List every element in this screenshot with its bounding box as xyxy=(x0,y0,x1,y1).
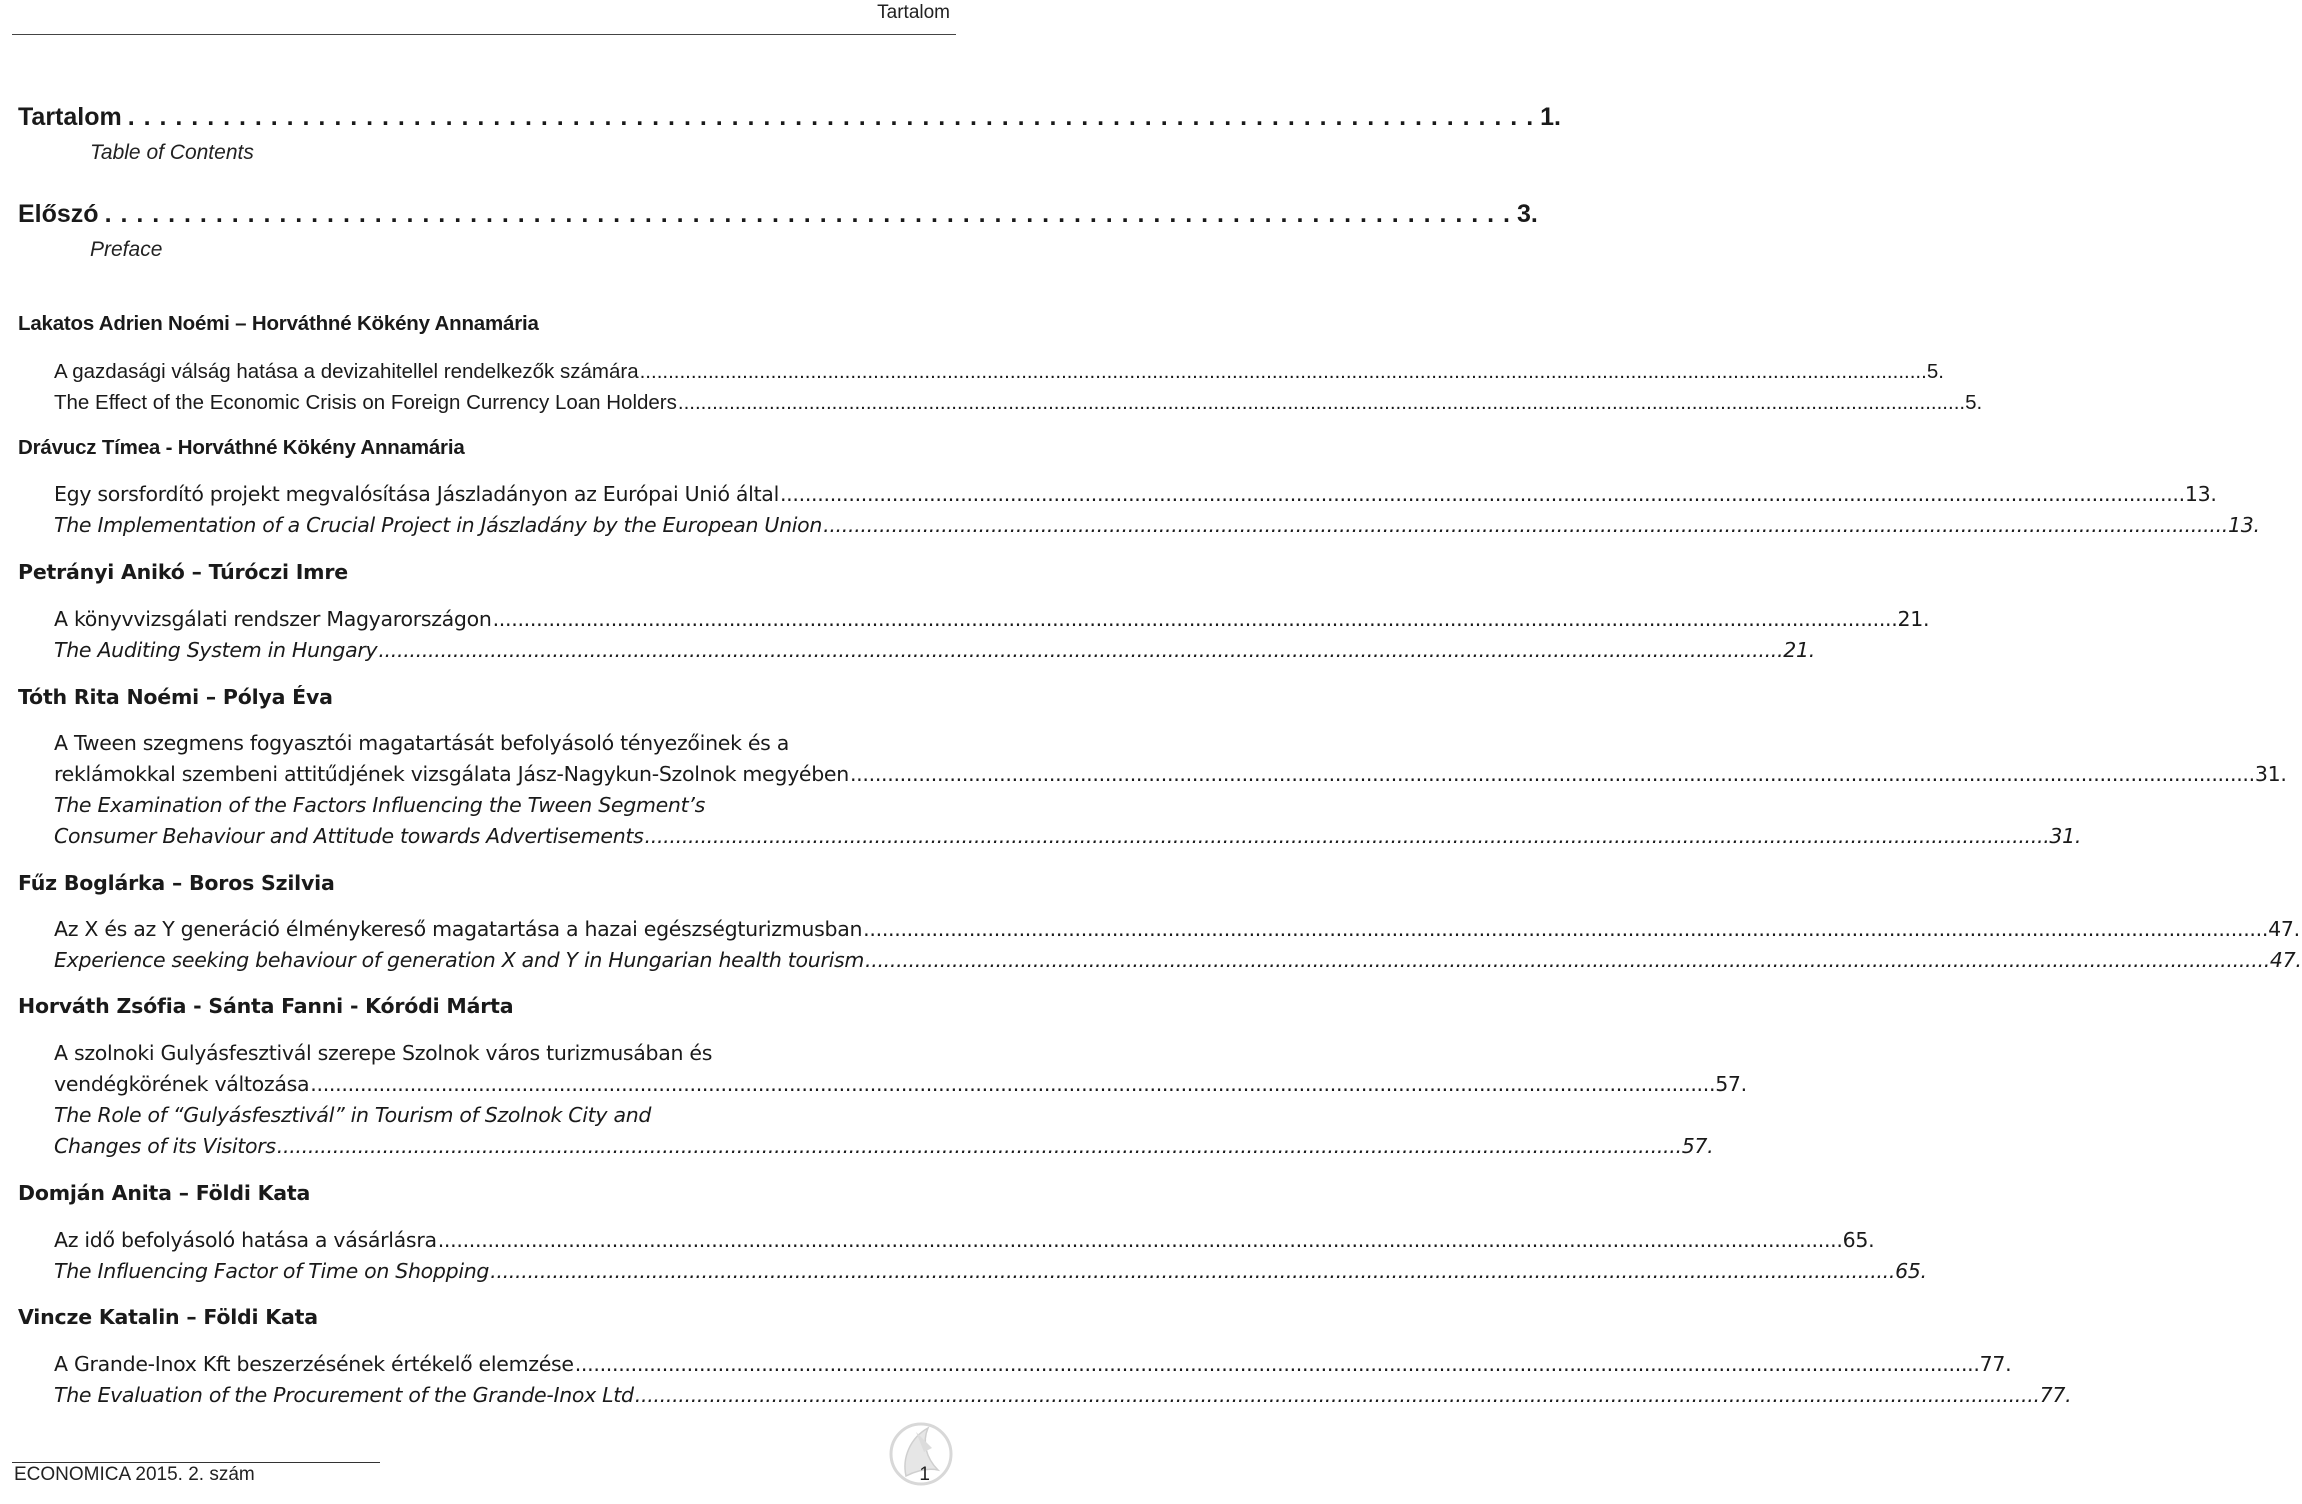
leader-dots xyxy=(128,103,1534,132)
article-title-en: The Implementation of a Crucial Project in Jászladány by the European Union xyxy=(54,513,823,537)
article-title-en-line2: Consumer Behaviour and Attitude towards Advertisements xyxy=(54,824,644,848)
article-page: 31. xyxy=(2254,762,2287,786)
leader-dots xyxy=(780,482,2185,506)
leader-dots xyxy=(678,391,1965,415)
article-authors: Petrányi Anikó – Túróczi Imre xyxy=(18,560,348,584)
toc-entry-title: Tartalom xyxy=(18,103,122,131)
leader-dots xyxy=(645,824,2050,848)
article-authors: Fűz Boglárka – Boros Szilvia xyxy=(18,871,335,895)
article-authors: Drávucz Tímea - Horváthné Kökény Annamária xyxy=(18,436,465,459)
leader-dots xyxy=(865,948,2270,972)
article-title-hu: Az idő befolyásoló hatása a vásárlásra xyxy=(54,1228,437,1252)
article-page: 21. xyxy=(1897,607,1930,631)
article-page: 13. xyxy=(2228,513,2260,537)
article-page: 47. xyxy=(2268,917,2300,941)
leader-dots xyxy=(863,917,2268,941)
journal-logo-icon xyxy=(888,1418,954,1500)
article-page: 77. xyxy=(2039,1383,2072,1407)
article-entry-en[interactable] xyxy=(54,513,2260,537)
header-rule xyxy=(12,34,956,35)
article-entry-hu[interactable] xyxy=(54,482,2217,506)
toc-entry-title: Előszó xyxy=(18,200,99,228)
leader-dots xyxy=(277,1134,1682,1158)
toc-entry-page: 3. xyxy=(1517,200,1538,228)
article-authors: Vincze Katalin – Földi Kata xyxy=(18,1305,318,1329)
toc-entry-page: 1. xyxy=(1540,103,1562,131)
article-page: 57. xyxy=(1715,1072,1747,1096)
article-title-hu-line2: vendégkörének változása xyxy=(54,1072,310,1096)
leader-dots xyxy=(823,513,2228,537)
article-entry-en[interactable] xyxy=(54,1134,1714,1158)
article-title-en: The Auditing System in Hungary xyxy=(54,638,378,662)
article-title-hu: Egy sorsfordító projekt megvalósítása Jászladányon az Európai Unió által xyxy=(54,482,779,506)
toc-entry-contents[interactable] xyxy=(18,103,1562,132)
article-page: 65. xyxy=(1895,1259,1927,1283)
article-title-hu-line1: A Tween szegmens fogyasztói magatartását befolyásoló tényezőinek és a xyxy=(54,731,790,755)
leader-dots xyxy=(490,1259,1895,1283)
article-page: 65. xyxy=(1842,1228,1875,1252)
toc-entry-preface[interactable] xyxy=(18,200,1538,229)
article-entry-hu[interactable] xyxy=(54,1228,1875,1252)
article-entry-hu[interactable] xyxy=(54,917,2300,941)
article-title-hu-line1: A szolnoki Gulyásfesztivál szerepe Szolnok város turizmusában és xyxy=(54,1041,713,1065)
article-entry-en[interactable] xyxy=(54,948,2302,972)
article-page: 31. xyxy=(2049,824,2082,848)
footer-rule xyxy=(12,1462,380,1463)
article-entry-en[interactable] xyxy=(54,1383,2072,1407)
article-page: 5. xyxy=(1926,360,1944,383)
article-title-hu: A könyvvizsgálati rendszer Magyarországon xyxy=(54,607,492,631)
toc-entry-subtitle: Table of Contents xyxy=(90,141,254,164)
leader-dots xyxy=(575,1352,1980,1376)
article-entry-en[interactable] xyxy=(54,638,1815,662)
article-entry-en[interactable] xyxy=(54,1259,1927,1283)
leader-dots xyxy=(438,1228,1843,1252)
leader-dots xyxy=(640,360,1927,384)
toc-entry-subtitle: Preface xyxy=(90,238,163,261)
footer-page-number: 1 xyxy=(919,1464,930,1485)
article-title-hu: A gazdasági válság hatása a devizahitellel rendelkezők számára xyxy=(54,360,639,383)
article-entry-hu[interactable] xyxy=(54,607,1930,631)
article-title-hu: Az X és az Y generáció élménykereső magatartása a hazai egészségturizmusban xyxy=(54,917,863,941)
article-title-en: The Influencing Factor of Time on Shopping xyxy=(54,1259,490,1283)
article-title-en-line2: Changes of its Visitors xyxy=(54,1134,276,1158)
leader-dots xyxy=(378,638,1783,662)
article-entry-en[interactable] xyxy=(54,391,1983,415)
leader-dots xyxy=(105,200,1511,229)
leader-dots xyxy=(850,762,2255,786)
article-title-en: Experience seeking behaviour of generation X and Y in Hungarian health tourism xyxy=(54,948,865,972)
leader-dots xyxy=(635,1383,2040,1407)
article-entry-hu[interactable] xyxy=(54,1072,1747,1096)
article-title-hu: A Grande-Inox Kft beszerzésének értékelő elemzése xyxy=(54,1352,574,1376)
article-title-en: The Evaluation of the Procurement of the Grande-Inox Ltd xyxy=(54,1383,634,1407)
article-authors: Lakatos Adrien Noémi – Horváthné Kökény Annamária xyxy=(18,312,539,335)
article-title-hu-line2: reklámokkal szembeni attitűdjének vizsgálata Jász-Nagykun-Szolnok megyében xyxy=(54,762,849,786)
article-title-en: The Effect of the Economic Crisis on Foreign Currency Loan Holders xyxy=(54,391,677,414)
footer-journal: ECONOMICA 2015. 2. szám xyxy=(14,1464,255,1485)
article-page: 57. xyxy=(1681,1134,1714,1158)
article-page: 13. xyxy=(2184,482,2217,506)
article-entry-hu[interactable] xyxy=(54,360,1944,384)
article-entry-hu[interactable] xyxy=(54,762,2287,786)
article-page: 47. xyxy=(2269,948,2302,972)
article-page: 21. xyxy=(1783,638,1815,662)
article-title-en-line1: The Examination of the Factors Influencing the Tween Segment’s xyxy=(54,793,705,817)
article-entry-en[interactable] xyxy=(54,824,2082,848)
article-entry-hu[interactable] xyxy=(54,1352,2012,1376)
leader-dots xyxy=(310,1072,1715,1096)
article-page: 77. xyxy=(1979,1352,2012,1376)
leader-dots xyxy=(493,607,1898,631)
article-title-en-line1: The Role of “Gulyásfesztivál” in Tourism of Szolnok City and xyxy=(54,1103,652,1127)
running-head: Tartalom xyxy=(877,2,950,23)
article-authors: Tóth Rita Noémi – Pólya Éva xyxy=(18,685,333,709)
article-page: 5. xyxy=(1965,391,1983,414)
article-authors: Horváth Zsófia - Sánta Fanni - Kóródi Márta xyxy=(18,994,514,1018)
article-authors: Domján Anita – Földi Kata xyxy=(18,1181,311,1205)
